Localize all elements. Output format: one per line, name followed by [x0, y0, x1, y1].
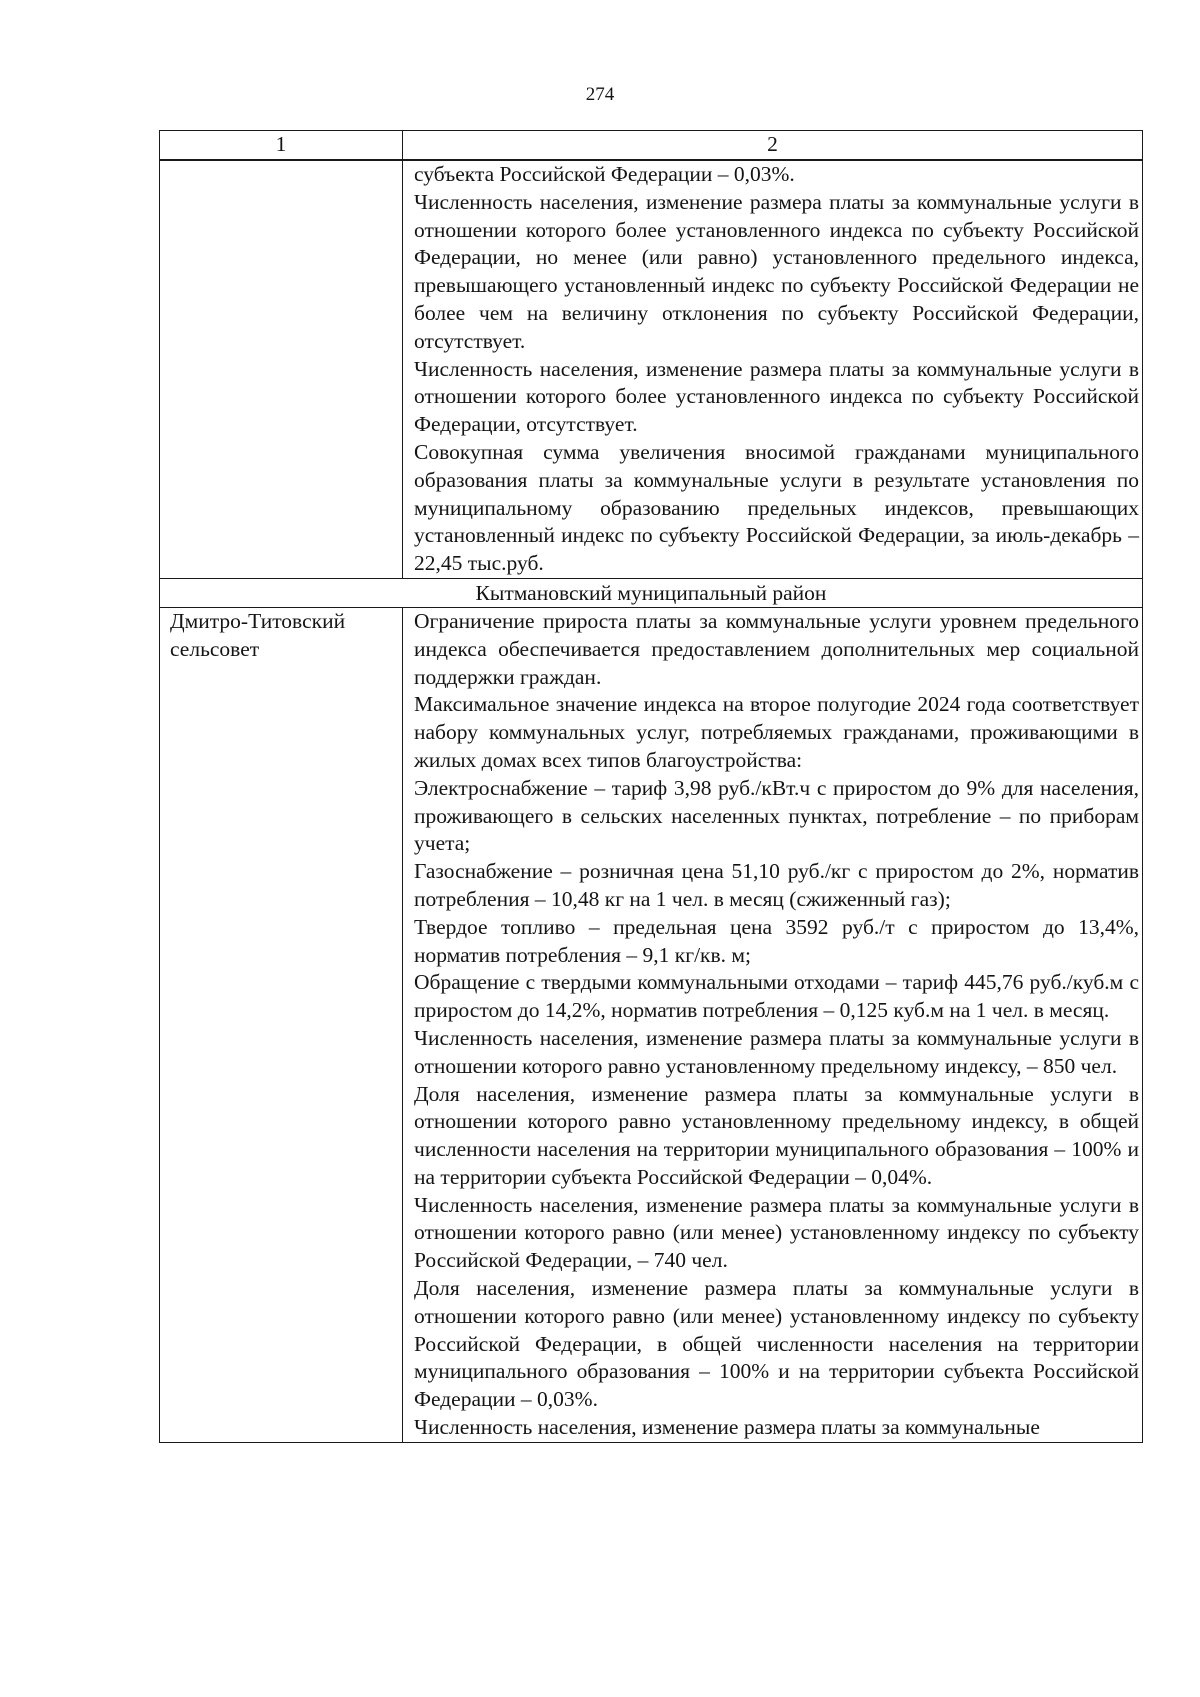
- page-number: 274: [585, 84, 615, 105]
- entry-paragraph: Твердое топливо – предельная цена 3592 руб./т с приростом до 13,4%, норматив потребления – 9,1 кг/кв. м;: [414, 914, 1139, 967]
- entry-paragraph: Доля населения, изменение размера платы за коммунальные услуги в отношении которого равно установленному предельному индексу, в общей численности населения на территории муниципального образования – 100% и на территории субъекта Российской Федерации – 0,04%.: [414, 1081, 1139, 1189]
- entry-paragraph: Численность населения, изменение размера платы за коммунальные услуги в отношении которого равно (или менее) установленному индексу по субъекту Российской Федерации, – 740 чел.: [414, 1192, 1139, 1273]
- entry-paragraph: Газоснабжение – розничная цена 51,10 руб./кг с приростом до 2%, норматив потребления – 10,48 кг на 1 чел. в месяц (сжиженный газ);: [414, 859, 1139, 911]
- continuation-text-cell: [403, 160, 1143, 578]
- continuation-paragraph: Численность населения, изменение размера платы за коммунальные услуги в отношении которого более установленного индекса по субъекту Российской Федерации, но менее (или равно) установленного предельного индекса, превышающего установленный индекс по субъекту Российской Федерации не более чем на величину отклонения по субъекту Российской Федерации, отсутствует.: [414, 189, 1139, 353]
- continuation-paragraph: субъекта Российской Федерации – 0,03%.: [414, 162, 795, 186]
- municipality-name-cell: [160, 607, 403, 1442]
- table-row-continuation: [160, 160, 1143, 578]
- municipality-name-line2: сельсовет: [170, 636, 260, 661]
- column-header-1: 1: [160, 131, 403, 161]
- continuation-name-cell: [160, 160, 403, 578]
- column-header-2: 2: [403, 131, 1143, 161]
- entry-paragraph: Численность населения, изменение размера платы за коммунальные: [414, 1415, 1040, 1440]
- entry-paragraph: Ограничение прироста платы за коммунальные услуги уровнем предельного индекса обеспечивается предоставлением дополнительных мер социальной поддержки граждан.: [414, 608, 1139, 689]
- municipality-name-line1: Дмитро-Титовский: [170, 608, 346, 633]
- continuation-paragraph: Совокупная сумма увеличения вносимой гражданами муниципального образования платы за коммунальные услуги в результате установления по муниципальному образованию предельных индексов, превышающих установленный индекс по субъекту Российской Федерации, за июль-декабрь – 22,45 тыс.руб.: [414, 439, 1139, 576]
- tariff-table: [159, 130, 1143, 1443]
- table-row-entry: [160, 607, 1143, 1442]
- entry-paragraph: Доля населения, изменение размера платы за коммунальные услуги в отношении которого равно (или менее) установленному индексу по субъекту Российской Федерации, в общей численности населения на территории муниципального образования – 100% и на территории субъекта Российской Федерации – 0,03%.: [414, 1276, 1139, 1412]
- section-title: Кытмановский муниципальный район: [160, 578, 1143, 607]
- section-row: [160, 578, 1143, 607]
- continuation-paragraph: Численность населения, изменение размера платы за коммунальные услуги в отношении которого более установленного индекса по субъекту Российской Федерации, отсутствует.: [414, 356, 1139, 437]
- entry-paragraph: Численность населения, изменение размера платы за коммунальные услуги в отношении которого равно установленному предельному индексу, – 850 чел.: [414, 1025, 1139, 1078]
- entry-paragraph: Обращение с твердыми коммунальными отходами – тариф 445,76 руб./куб.м с приростом до 14,2%, норматив потребления – 0,125 куб.м на 1 чел. в месяц.: [414, 970, 1139, 1023]
- entry-paragraph: Электроснабжение – тариф 3,98 руб./кВт.ч с приростом до 9% для населения, проживающего в сельских населенных пунктах, потребление – по приборам учета;: [414, 775, 1139, 856]
- table-header-row: [160, 131, 1143, 161]
- entry-text-cell: [403, 607, 1143, 1442]
- entry-paragraph: Максимальное значение индекса на второе полугодие 2024 года соответствует набору коммунальных услуг, потребляемых гражданами, проживающими в жилых домах всех типов благоустройства:: [414, 692, 1139, 772]
